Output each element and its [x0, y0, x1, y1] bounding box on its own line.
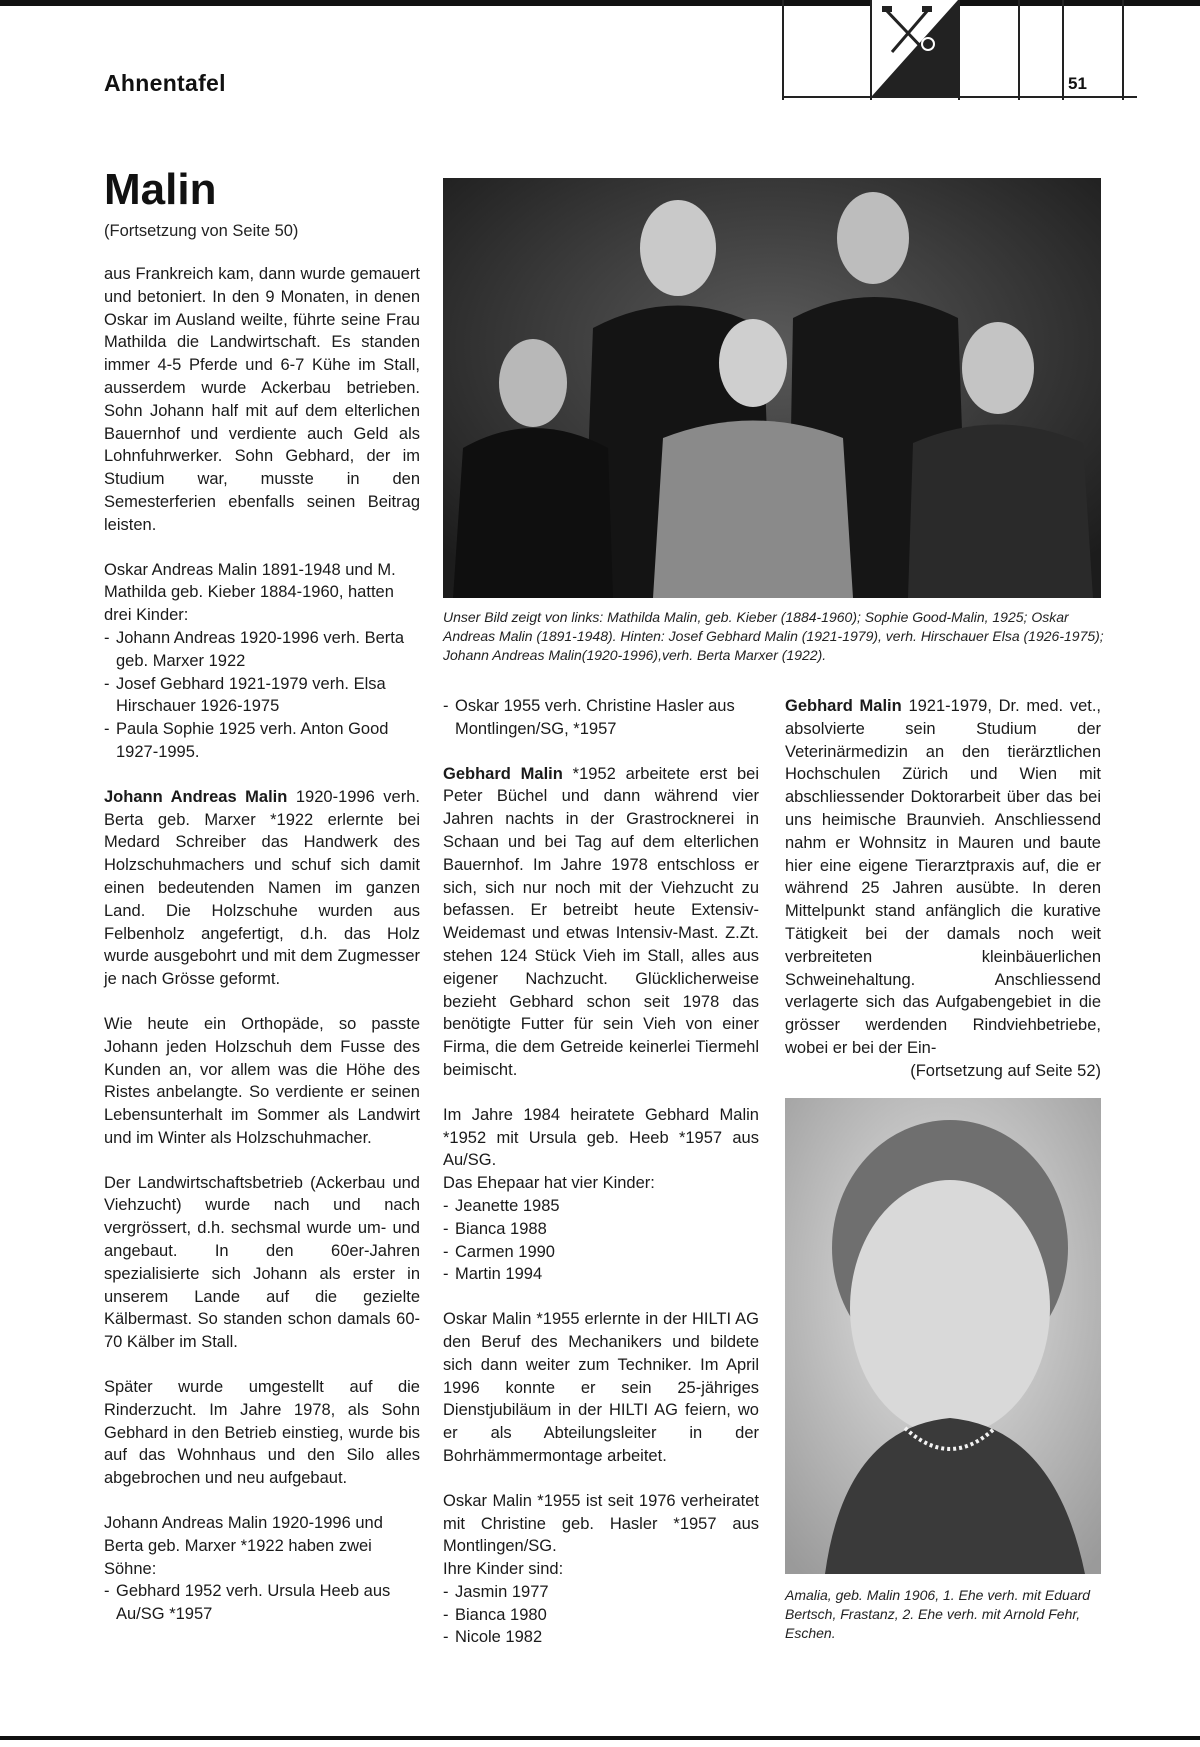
list-item: - Jasmin 1977 — [443, 1581, 759, 1604]
page-number: 51 — [1068, 74, 1087, 93]
paragraph: Das Ehepaar hat vier Kinder: — [443, 1174, 655, 1193]
paragraph: Oskar Malin *1955 erlernte in der HILTI AG den Beruf des Mechanikers und bildete sich dann weiter zum Techniker. Im April 1996 konnte er sein 25-jähriges Dienstjubiläum in der HILTI AG feiern, wo er als Abteilungsleiter in der Bohrhämmermontage arbeitet. — [443, 1310, 759, 1465]
paragraph: Johann Andreas Malin 1920-1996 und Berta geb. Marxer *1922 haben zwei Söhne: — [104, 1514, 383, 1578]
person-name: Gebhard Malin — [443, 764, 563, 783]
paragraph-text: 1921-1979, Dr. med. vet., absolvierte sein Studium der Veterinärmedizin an den tierärztlichen Hochschulen Zürich und Wien mit abschliessender Doktorarbeit über das bei uns heimische Braunvieh. Anschliessend nahm er Wohnsitz in Mauren und baute hier eine eigene Tierarztpraxis auf, die er während 25 Jahren ausübte. In deren Mittelpunkt stand anfänglich die kurative Tätigkeit bei der damals noch weit verbreiteten kleinbäuerlichen Schweinehaltung. Anschliessend verlagerte sich das Aufgabengebiet in die grösser werdenden Rindviehbetriebe, wobei er bei der Ein- — [785, 697, 1101, 1057]
paragraph: Oskar Malin *1955 ist seit 1976 verheiratet mit Christine geb. Hasler *1957 aus Montlingen/SG. — [443, 1491, 759, 1556]
header-tab-cell — [958, 0, 1018, 100]
portrait-caption: Amalia, geb. Malin 1906, 1. Ehe verh. mit Eduard Bertsch, Frastanz, 2. Ehe verh. mit Arnold Fehr, Eschen. — [785, 1587, 1091, 1641]
portrait-photo — [785, 1098, 1101, 1574]
list-item: - Carmen 1990 — [443, 1241, 759, 1264]
children-list — [443, 1581, 759, 1649]
header-tab-cell — [1122, 0, 1137, 100]
portrait-image — [785, 1098, 1101, 1574]
list-item: - Nicole 1982 — [443, 1626, 759, 1649]
sons-list-continued — [443, 695, 759, 741]
family-photo — [443, 178, 1101, 598]
paragraph — [104, 786, 420, 991]
person-name: Johann Andreas Malin — [104, 787, 288, 806]
list-item: - Josef Gebhard 1921-1979 verh. Elsa Hirschauer 1926-1975 — [104, 673, 420, 719]
paragraph-text: 1920-1996 verh. Berta geb. Marxer *1922 erlernte bei Medard Schreiber das Handwerk des Holzschuhmachers und schuf sich damit einen bedeutenden Namen im ganzen Land. Die Holzschuhe wurden aus Felbenholz angefertigt, d.h. das Holz wurde ausgebohrt und mit dem Zugmesser je nach Grösse geformt. — [104, 787, 420, 989]
paragraph — [785, 695, 1101, 1060]
family-portrait-image — [443, 178, 1101, 598]
header-bar-baseline — [782, 96, 1137, 98]
photo-caption: Unser Bild zeigt von links: Mathilda Malin, geb. Kieber (1884-1960); Sophie Good-Malin, 1925; Oskar Andreas Malin (1891-1948). Hinten: Josef Gebhard Malin (1921-1979), verh. Hirschauer Elsa (1926-1975); Johann Andreas Malin(1920-1996),verh. Berta Marxer (1922). — [443, 609, 1104, 663]
paragraph: Der Landwirtschaftsbetrieb (Ackerbau und Viehzucht) wurde nach und nach vergrössert, d.h. sechsmal wurde um- und angebaut. In den 60er-Jahren spezialisierte sich Johann als erster in unserem Lande auf die gezielte Kälbermast. So standen schon damals 60-70 Kälber im Stall. — [104, 1173, 420, 1352]
text-column-1 — [104, 263, 420, 1648]
list-item: - Jeanette 1985 — [443, 1195, 759, 1218]
children-list — [443, 1195, 759, 1286]
list-item: - Gebhard 1952 verh. Ursula Heeb aus Au/SG *1957 — [104, 1580, 420, 1626]
article-subtitle: (Fortsetzung von Seite 50) — [104, 222, 299, 240]
paragraph: Wie heute ein Orthopäde, so passte Johann jeden Holzschuh dem Fusse des Kunden an, vor allem was die Höhe des Ristes anbelangte. So verdiente er seinen Lebensunterhalt im Sommer als Landwirt und im Winter als Holzschuhmacher. — [104, 1014, 420, 1147]
text-column-3 — [785, 695, 1101, 1105]
paragraph: Ihre Kinder sind: — [443, 1560, 564, 1579]
paragraph — [443, 763, 759, 1082]
list-item: - Paula Sophie 1925 verh. Anton Good 1927-1995. — [104, 718, 420, 764]
children-list — [104, 627, 420, 764]
continuation-note: (Fortsetzung auf Seite 52) — [910, 1061, 1101, 1080]
farm-tools-emblem-icon — [872, 0, 958, 96]
list-item: - Bianca 1980 — [443, 1604, 759, 1627]
header-tab-cell — [1018, 0, 1062, 100]
header-emblem-cell — [870, 0, 958, 100]
list-item: - Oskar 1955 verh. Christine Hasler aus Montlingen/SG, *1957 — [443, 695, 759, 741]
paragraph: Im Jahre 1984 heiratete Gebhard Malin *1952 mit Ursula geb. Heeb *1957 aus Au/SG. — [443, 1105, 759, 1170]
article-title: Malin — [104, 165, 217, 214]
list-item: - Johann Andreas 1920-1996 verh. Berta geb. Marxer 1922 — [104, 627, 420, 673]
paragraph: Oskar Andreas Malin 1891-1948 und M. Mathilda geb. Kieber 1884-1960, hatten drei Kinder: — [104, 560, 396, 625]
list-item: - Bianca 1988 — [443, 1218, 759, 1241]
sons-list — [104, 1580, 420, 1626]
bottom-rule — [0, 1736, 1200, 1740]
paragraph-text: *1952 arbeitete erst bei Peter Büchel und dann während vier Jahren nachts in der Grastrocknerei in Schaan und bei Tag auf dem elterlichen Bauernhof. Im Jahre 1978 entschloss er sich, sich nur noch mit der Viehzucht zu befassen. Er betreibt heute Extensiv-Weidemast und etwas Intensiv-Mast. Z.Zt. stehen 124 Stück Vieh im Stall, alles aus eigener Nachzucht. Glücklicherweise bezieht Gebhard schon seit 1978 das benötigte Futter für sein Vieh von einer Firma, die dem Getreide keinerlei Tiermehl beimischt. — [443, 764, 759, 1079]
paragraph: Später wurde umgestellt auf die Rinderzucht. Im Jahre 1978, als Sohn Gebhard in den Betrieb einstieg, wurde bis auf das Wohnhaus und den Silo alles abgebrochen und neu aufgebaut. — [104, 1378, 420, 1488]
text-column-2 — [443, 695, 759, 1671]
paragraph: aus Frankreich kam, dann wurde gemauert und betoniert. In den 9 Monaten, in denen Oskar im Ausland weilte, führte seine Frau Mathilda die Landwirtschaft. Es standen immer 4-5 Pferde und 6-7 Kühe im Stall, ausserdem wurde Ackerbau betrieben. Sohn Johann half mit auf dem elterlichen Bauernhof und verdiente auch Geld als Lohnfuhrwerker. Sohn Gebhard, der im Studium war, musste in den Semesterferien ebenfalls seinen Beitrag leisten. — [104, 265, 420, 534]
person-name: Gebhard Malin — [785, 697, 902, 715]
section-label: Ahnentafel — [104, 70, 226, 96]
header-tab-cell — [782, 0, 870, 100]
list-item: - Martin 1994 — [443, 1263, 759, 1286]
